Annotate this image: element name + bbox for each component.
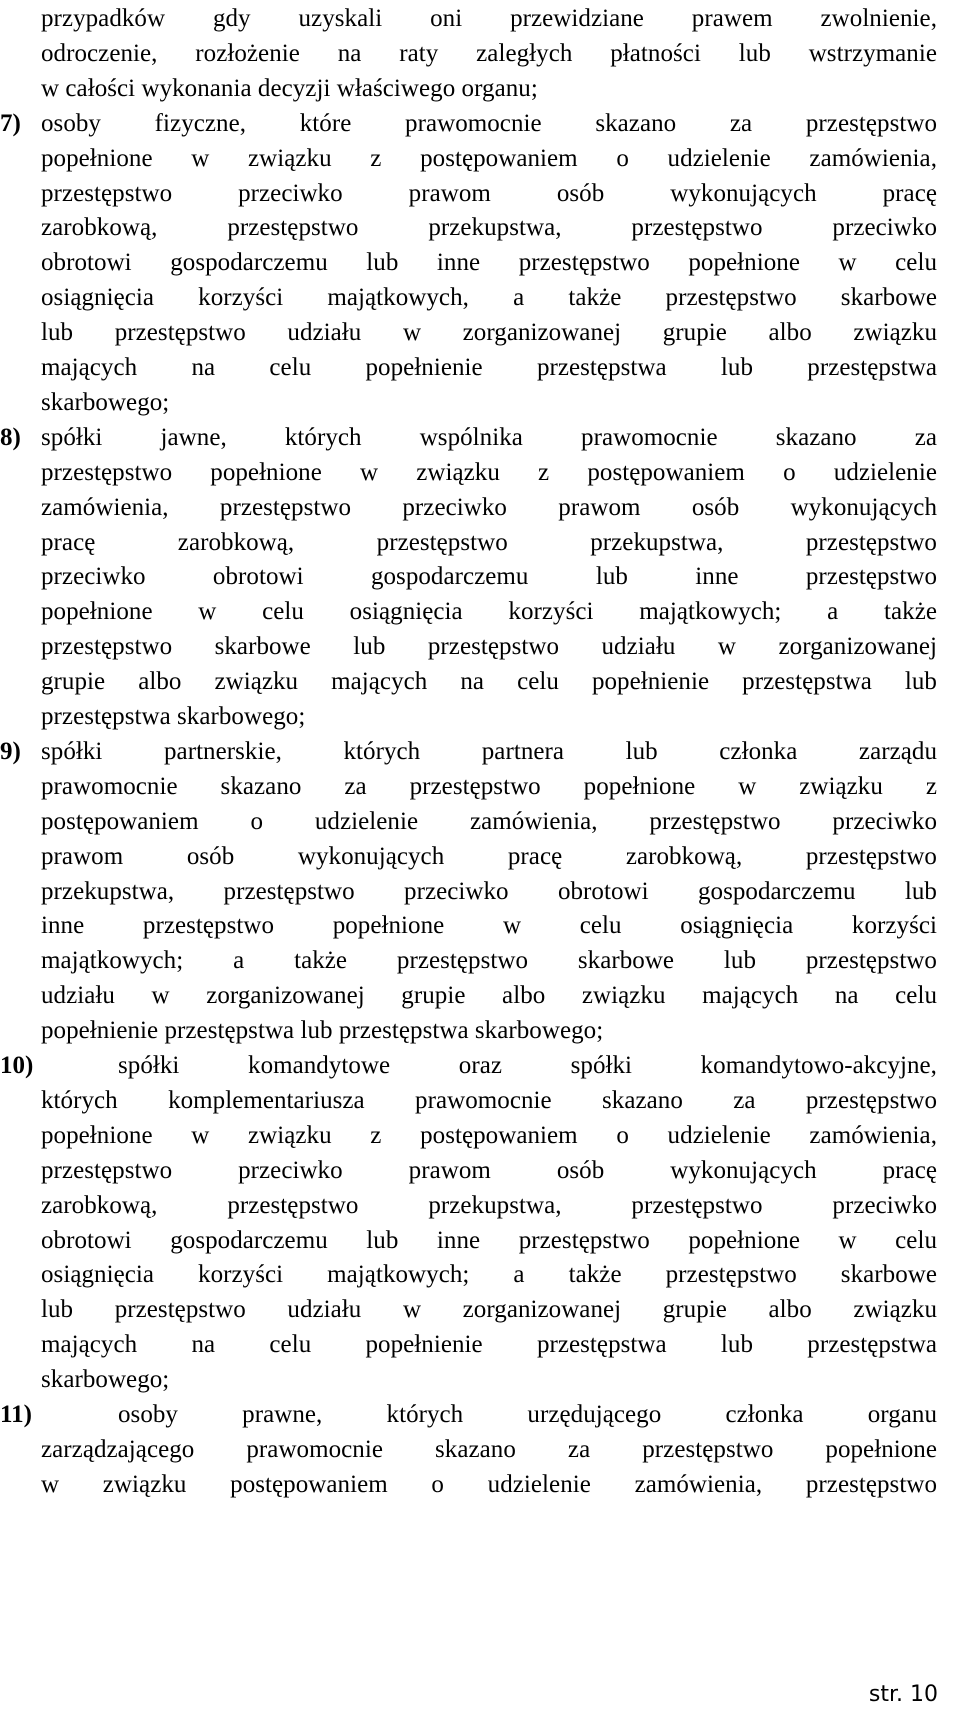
text-line: odroczenie, rozłożenie na raty zaległych płatności lub wstrzymanie [41, 39, 937, 67]
text-line: udziału w zorganizowanej grupie albo związku mających na celu [41, 982, 937, 1010]
text-line: popełnione w związku z postępowaniem o udzielenie zamówienia, [41, 1121, 937, 1149]
text-line: osoby prawne, których urzędującego członka organu [118, 1401, 937, 1428]
text-line: popełnione w celu osiągnięcia korzyści majątkowych; a także [41, 598, 937, 626]
text-line: przekupstwa, przestępstwo przeciwko obrotowi gospodarczemu lub [41, 877, 937, 905]
text-line: mających na celu popełnienie przestępstwa lub przestępstwa [41, 354, 937, 381]
text-line: mających na celu popełnienie przestępstwa lub przestępstwa [41, 1331, 937, 1359]
text-line: zarządzającego prawomocnie skazano za przestępstwo popełnione [41, 1435, 937, 1463]
text-line: spółki partnerskie, których partnera lub członka zarządu [41, 737, 937, 765]
list-item-number: 7) [0, 109, 21, 137]
text-line: osiągnięcia korzyści majątkowych, a także przestępstwo skarbowe [41, 284, 937, 312]
text-line: w całości wykonania decyzji właściwego organu; [41, 74, 538, 102]
text-line: prawomocnie skazano za przestępstwo popełnione w związku z [41, 772, 937, 800]
list-item-number: 9) [0, 737, 21, 765]
list-item-number: 8) [0, 423, 21, 451]
text-line: osoby fizyczne, które prawomocnie skazano za przestępstwo [41, 109, 937, 137]
text-line: popełnione w związku z postępowaniem o udzielenie zamówienia, [41, 144, 937, 172]
text-line: przestępstwo skarbowe lub przestępstwo udziału w zorganizowanej [41, 633, 937, 661]
text-line: zamówienia, przestępstwo przeciwko prawom osób wykonujących [41, 493, 937, 521]
text-line: przeciwko obrotowi gospodarczemu lub inne przestępstwo [41, 563, 937, 591]
list-item-number: 11) [0, 1401, 32, 1428]
text-line: pracę zarobkową, przestępstwo przekupstwa, przestępstwo [41, 528, 937, 556]
text-line: spółki komandytowe oraz spółki komandytowo-akcyjne, [118, 1052, 937, 1079]
list-item-number: 10) [0, 1052, 34, 1079]
text-line: majątkowych; a także przestępstwo skarbowe lub przestępstwo [41, 947, 937, 975]
text-line: prawom osób wykonujących pracę zarobkową, przestępstwo [41, 842, 937, 870]
text-line: osiągnięcia korzyści majątkowych; a także przestępstwo skarbowe [41, 1261, 937, 1289]
text-line: grupie albo związku mających na celu popełnienie przestępstwa lub [41, 668, 937, 696]
text-line: lub przestępstwo udziału w zorganizowanej grupie albo związku [41, 319, 937, 347]
text-line: przypadków gdy uzyskali oni przewidziane prawem zwolnienie, [41, 5, 937, 32]
text-line: przestępstwa skarbowego; [41, 703, 306, 730]
text-line: postępowaniem o udzielenie zamówienia, przestępstwo przeciwko [41, 807, 937, 835]
text-line: obrotowi gospodarczemu lub inne przestępstwo popełnione w celu [41, 1226, 937, 1254]
text-line: skarbowego; [41, 388, 170, 416]
text-line: w związku postępowaniem o udzielenie zamówienia, przestępstwo [41, 1470, 937, 1498]
text-line: skarbowego; [41, 1366, 170, 1394]
text-line: spółki jawne, których wspólnika prawomocnie skazano za [41, 423, 937, 451]
text-line: popełnienie przestępstwa lub przestępstwa skarbowego; [41, 1017, 604, 1045]
text-line: zarobkową, przestępstwo przekupstwa, przestępstwo przeciwko [41, 214, 937, 242]
text-line: przestępstwo przeciwko prawom osób wykonujących pracę [41, 179, 937, 207]
text-line: lub przestępstwo udziału w zorganizowanej grupie albo związku [41, 1296, 937, 1324]
text-line: zarobkową, przestępstwo przekupstwa, przestępstwo przeciwko [41, 1191, 937, 1219]
text-line: inne przestępstwo popełnione w celu osiągnięcia korzyści [41, 912, 937, 940]
text-line: przestępstwo przeciwko prawom osób wykonujących pracę [41, 1156, 937, 1184]
text-line: których komplementariusza prawomocnie skazano za przestępstwo [41, 1086, 937, 1114]
text-line: przestępstwo popełnione w związku z postępowaniem o udzielenie [41, 458, 937, 486]
text-line: obrotowi gospodarczemu lub inne przestępstwo popełnione w celu [41, 249, 937, 277]
page-number: str. 10 [868, 1682, 938, 1707]
